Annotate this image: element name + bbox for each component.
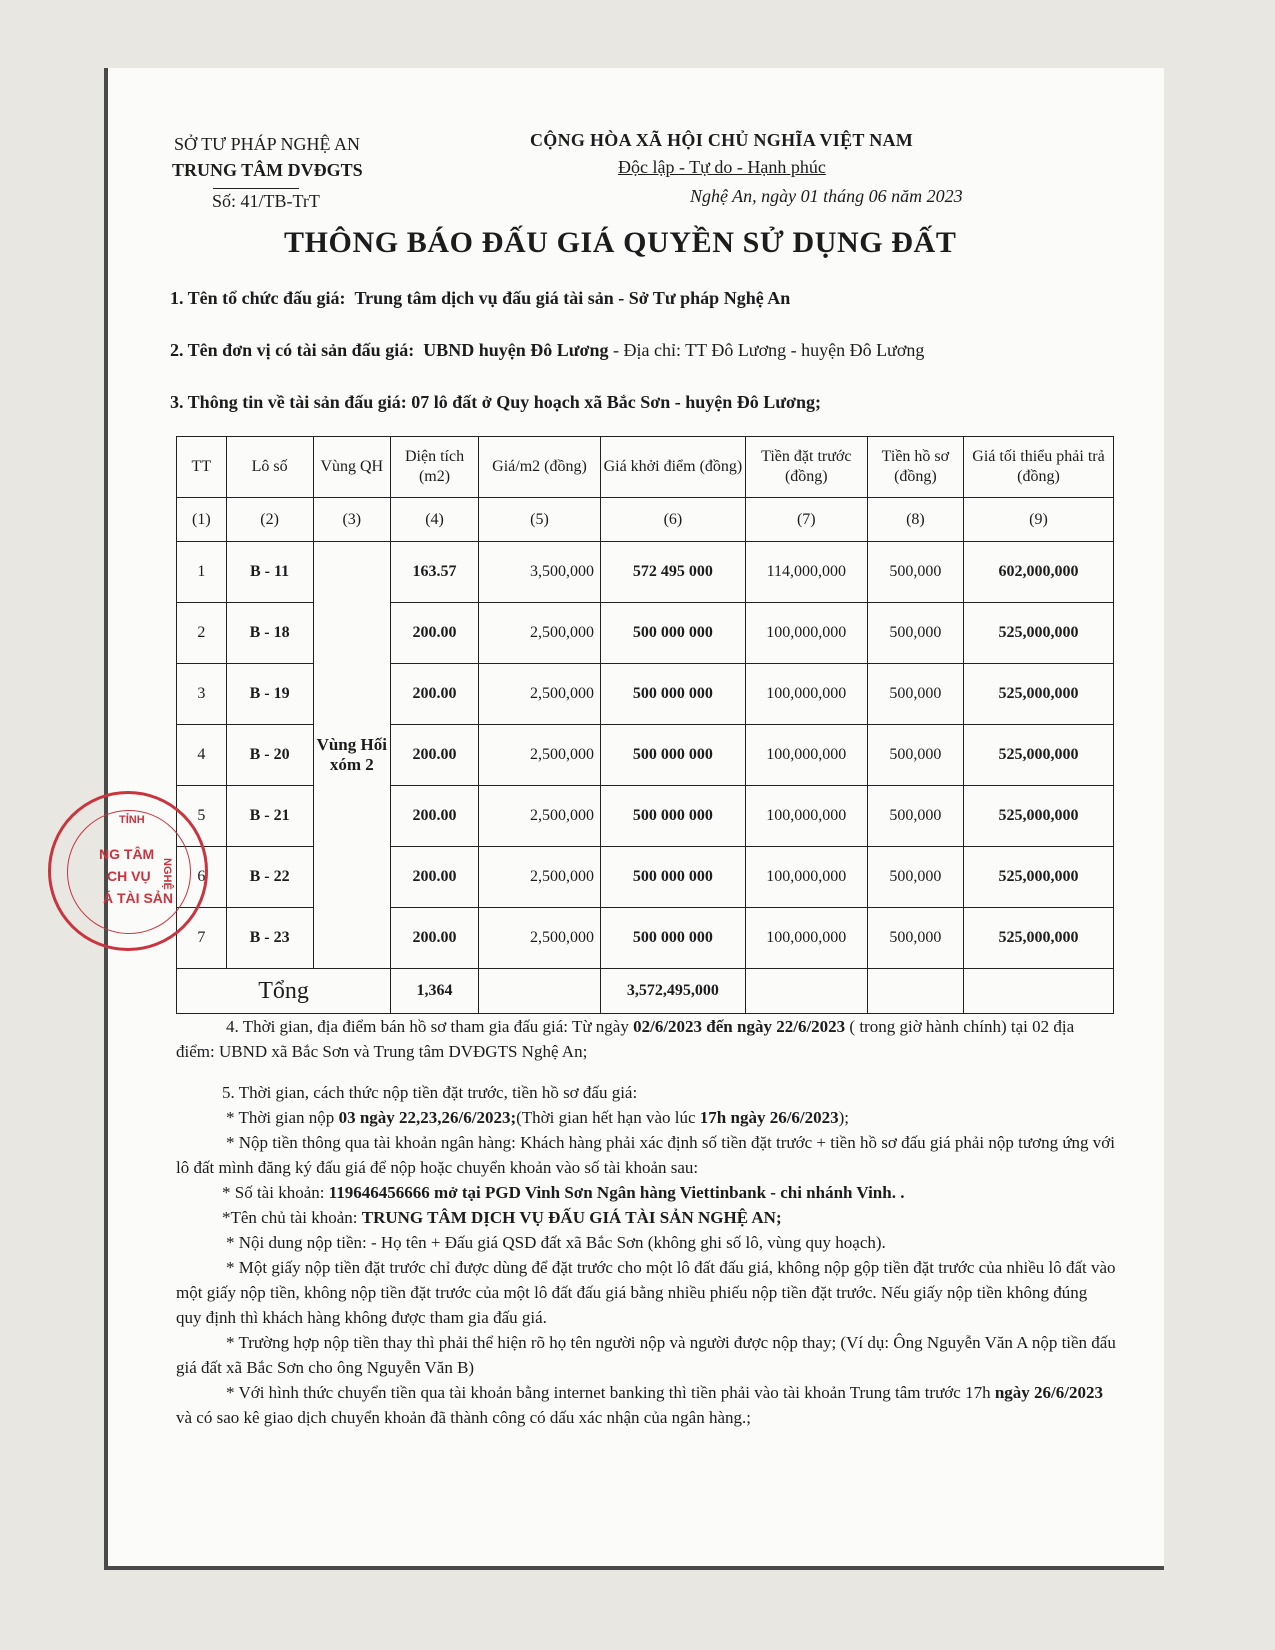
section-5-p1-a: * Thời gian nộp xyxy=(226,1108,339,1127)
cell-price-m2: 2,500,000 xyxy=(478,725,600,786)
col-index: (8) xyxy=(867,498,963,542)
col-header: Vùng QH xyxy=(313,437,391,498)
cell-min-price: 525,000,000 xyxy=(963,725,1113,786)
section-5-p4 xyxy=(176,1205,1116,1230)
section-5-p5: * Nội dung nộp tiền: - Họ tên + Đấu giá QSD đất xã Bắc Sơn (không ghi số lô, vùng quy hoạch). xyxy=(226,1233,886,1252)
cell-fee: 500,000 xyxy=(867,786,963,847)
stamp-text: Á TÀI SẢN xyxy=(103,890,173,906)
section-5-p1-c: (Thời gian hết hạn vào lúc xyxy=(516,1108,700,1127)
total-empty xyxy=(867,969,963,1014)
doc-number: Số: 41/TB-TrT xyxy=(212,191,320,211)
cell-min-price: 525,000,000 xyxy=(963,847,1113,908)
col-header: Giá tối thiểu phải trả (đồng) xyxy=(963,437,1113,498)
total-empty xyxy=(478,969,600,1014)
total-start-price: 3,572,495,000 xyxy=(601,969,746,1014)
section-1-value: Trung tâm dịch vụ đấu giá tài sản - Sở Tư pháp Nghệ An xyxy=(354,288,791,308)
cell-area: 200.00 xyxy=(391,786,479,847)
cell-lot: B - 23 xyxy=(226,908,313,969)
section-1 xyxy=(170,288,790,309)
cell-min-price: 525,000,000 xyxy=(963,908,1113,969)
col-index: (4) xyxy=(391,498,479,542)
cell-lot: B - 11 xyxy=(226,542,313,603)
cell-tt: 1 xyxy=(177,542,227,603)
cell-area: 200.00 xyxy=(391,603,479,664)
section-4-dates: 02/6/2023 đến ngày 22/6/2023 xyxy=(633,1017,846,1036)
cell-fee: 500,000 xyxy=(867,542,963,603)
stamp-text: NGHỆ xyxy=(161,858,173,890)
place-date: Nghệ An, ngày 01 tháng 06 năm 2023 xyxy=(690,186,963,206)
section-2-value: UBND huyện Đô Lương xyxy=(423,340,609,360)
cell-price-m2: 3,500,000 xyxy=(478,542,600,603)
cell-tt: 7 xyxy=(177,908,227,969)
section-5-account-owner: TRUNG TÂM DỊCH VỤ ĐẤU GIÁ TÀI SẢN NGHỆ AN; xyxy=(361,1208,782,1227)
col-index: (9) xyxy=(963,498,1113,542)
cell-lot: B - 18 xyxy=(226,603,313,664)
cell-fee: 500,000 xyxy=(867,725,963,786)
page-title: THÔNG BÁO ĐẤU GIÁ QUYỀN SỬ DỤNG ĐẤT xyxy=(284,226,957,259)
section-5-p1-e: ); xyxy=(838,1108,850,1127)
cell-zone: Vùng Hối xóm 2 xyxy=(313,542,391,969)
cell-min-price: 525,000,000 xyxy=(963,664,1113,725)
total-label: Tổng xyxy=(177,969,391,1014)
cell-area: 200.00 xyxy=(391,847,479,908)
cell-price-m2: 2,500,000 xyxy=(478,908,600,969)
col-header: TT xyxy=(177,437,227,498)
cell-fee: 500,000 xyxy=(867,603,963,664)
section-5-p3 xyxy=(176,1180,1116,1205)
cell-min-price: 525,000,000 xyxy=(963,603,1113,664)
col-header: Diện tích (m2) xyxy=(391,437,479,498)
cell-start-price: 500 000 000 xyxy=(601,725,746,786)
section-4 xyxy=(176,1014,1116,1064)
cell-area: 200.00 xyxy=(391,664,479,725)
section-5-heading: 5. Thời gian, cách thức nộp tiền đặt trước, tiền hồ sơ đấu giá: xyxy=(222,1083,638,1102)
cell-deposit: 114,000,000 xyxy=(745,542,867,603)
cell-area: 200.00 xyxy=(391,908,479,969)
section-5-p8 xyxy=(176,1380,1116,1430)
auction-table xyxy=(176,436,1114,1014)
cell-price-m2: 2,500,000 xyxy=(478,664,600,725)
cell-tt: 3 xyxy=(177,664,227,725)
org-line-1: SỞ TƯ PHÁP NGHỆ AN xyxy=(174,134,360,154)
table-index-row xyxy=(177,498,1114,542)
cell-deposit: 100,000,000 xyxy=(745,603,867,664)
col-index: (1) xyxy=(177,498,227,542)
cell-start-price: 500 000 000 xyxy=(601,847,746,908)
cell-start-price: 572 495 000 xyxy=(601,542,746,603)
motto: Độc lập - Tự do - Hạnh phúc xyxy=(618,157,826,177)
nation-name: CỘNG HÒA XÃ HỘI CHỦ NGHĨA VIỆT NAM xyxy=(530,130,914,150)
col-index: (3) xyxy=(313,498,391,542)
section-3: 3. Thông tin về tài sản đấu giá: 07 lô đất ở Quy hoạch xã Bắc Sơn - huyện Đô Lương; xyxy=(170,392,821,412)
col-header: Tiền đặt trước (đồng) xyxy=(745,437,867,498)
cell-start-price: 500 000 000 xyxy=(601,908,746,969)
cell-area: 200.00 xyxy=(391,725,479,786)
cell-deposit: 100,000,000 xyxy=(745,664,867,725)
section-5-p8-b: ngày 26/6/2023 xyxy=(994,1383,1103,1402)
table-header-row xyxy=(177,437,1114,498)
col-index: (2) xyxy=(226,498,313,542)
cell-tt: 2 xyxy=(177,603,227,664)
cell-fee: 500,000 xyxy=(867,847,963,908)
section-2 xyxy=(170,340,924,361)
cell-lot: B - 19 xyxy=(226,664,313,725)
stamp-text: CH VỤ xyxy=(107,868,151,884)
section-5-p3-a: * Số tài khoản: xyxy=(222,1183,329,1202)
section-5-p8-c: và có sao kê giao dịch chuyển khoản đã thành công có dấu xác nhận của ngân hàng.; xyxy=(176,1408,751,1427)
cell-price-m2: 2,500,000 xyxy=(478,603,600,664)
cell-deposit: 100,000,000 xyxy=(745,725,867,786)
org-underline xyxy=(213,188,299,189)
col-header: Lô số xyxy=(226,437,313,498)
document-page xyxy=(99,68,1164,1570)
cell-start-price: 500 000 000 xyxy=(601,603,746,664)
col-index: (7) xyxy=(745,498,867,542)
section-5-p4-a: *Tên chủ tài khoản: xyxy=(222,1208,362,1227)
section-2-address: - Địa chỉ: TT Đô Lương - huyện Đô Lương xyxy=(613,340,925,360)
section-5-account-number: 119646456666 mở tại PGD Vinh Sơn Ngân hàng Viettinbank - chi nhánh Vinh. . xyxy=(328,1183,905,1202)
section-4-text-a: 4. Thời gian, địa điểm bán hồ sơ tham gia đấu giá: Từ ngày xyxy=(226,1017,634,1036)
cell-tt: 5 xyxy=(177,786,227,847)
section-5-p1-b: 03 ngày 22,23,26/6/2023; xyxy=(338,1108,517,1127)
org-line-2: TRUNG TÂM DVĐGTS xyxy=(172,160,363,180)
cell-min-price: 525,000,000 xyxy=(963,786,1113,847)
section-4-text-c: ( trong giờ hành chính) tại 02 địa điểm: UBND xã Bắc Sơn và Trung tâm DVĐGTS Nghệ An; xyxy=(176,1017,1075,1061)
cell-area: 163.57 xyxy=(391,542,479,603)
total-area: 1,364 xyxy=(391,969,479,1014)
cell-price-m2: 2,500,000 xyxy=(478,847,600,908)
total-empty xyxy=(963,969,1113,1014)
cell-fee: 500,000 xyxy=(867,908,963,969)
cell-deposit: 100,000,000 xyxy=(745,847,867,908)
stamp-text: TỈNH xyxy=(119,814,145,826)
table-row xyxy=(177,542,1114,603)
table-total-row xyxy=(177,969,1114,1014)
section-5-p2: * Nộp tiền thông qua tài khoản ngân hàng: Khách hàng phải xác định số tiền đặt trước + tiền hồ sơ đấu giá phải nộp tương ứng với lô đất mình đăng ký đấu giá để nộp hoặc chuyển khoản vào số tài khoản sau: xyxy=(176,1133,1116,1177)
cell-lot: B - 20 xyxy=(226,725,313,786)
col-header: Tiền hồ sơ (đồng) xyxy=(867,437,963,498)
cell-start-price: 500 000 000 xyxy=(601,664,746,725)
cell-fee: 500,000 xyxy=(867,664,963,725)
cell-lot: B - 22 xyxy=(226,847,313,908)
section-5-p6: * Một giấy nộp tiền đặt trước chỉ được dùng để đặt trước cho một lô đất đấu giá, không nộp gộp tiền đặt trước của nhiều lô đất vào một giấy nộp tiền, không nộp tiền đặt trước của một lô đất đấu giá bằng nhiều phiếu nộp tiền đặt trước. Nếu giấy nộp tiền không đúng quy định thì khách hàng không được tham gia đấu giá. xyxy=(176,1258,1116,1327)
section-5-p8-a: * Với hình thức chuyển tiền qua tài khoản bằng internet banking thì tiền phải vào tài khoản Trung tâm trước 17h xyxy=(226,1383,995,1402)
cell-tt: 4 xyxy=(177,725,227,786)
col-index: (6) xyxy=(601,498,746,542)
section-5-p1 xyxy=(176,1105,1116,1130)
cell-tt: 6 xyxy=(177,847,227,908)
col-header: Giá khởi điểm (đồng) xyxy=(601,437,746,498)
section-2-label: 2. Tên đơn vị có tài sản đấu giá: xyxy=(170,340,415,360)
col-index: (5) xyxy=(478,498,600,542)
col-header: Giá/m2 (đồng) xyxy=(478,437,600,498)
cell-deposit: 100,000,000 xyxy=(745,908,867,969)
stamp-text: NG TÂM xyxy=(99,846,155,862)
cell-price-m2: 2,500,000 xyxy=(478,786,600,847)
cell-start-price: 500 000 000 xyxy=(601,786,746,847)
section-1-label: 1. Tên tổ chức đấu giá: xyxy=(170,288,346,308)
cell-deposit: 100,000,000 xyxy=(745,786,867,847)
cell-min-price: 602,000,000 xyxy=(963,542,1113,603)
section-5-p1-d: 17h ngày 26/6/2023 xyxy=(699,1108,839,1127)
cell-lot: B - 21 xyxy=(226,786,313,847)
red-stamp xyxy=(48,791,208,951)
total-empty xyxy=(745,969,867,1014)
section-5-p7: * Trường hợp nộp tiền thay thì phải thể hiện rõ họ tên người nộp và người được nộp thay; (Ví dụ: Ông Nguyễn Văn A nộp tiền đấu giá đất xã Bắc Sơn cho ông Nguyễn Văn B) xyxy=(176,1333,1116,1377)
